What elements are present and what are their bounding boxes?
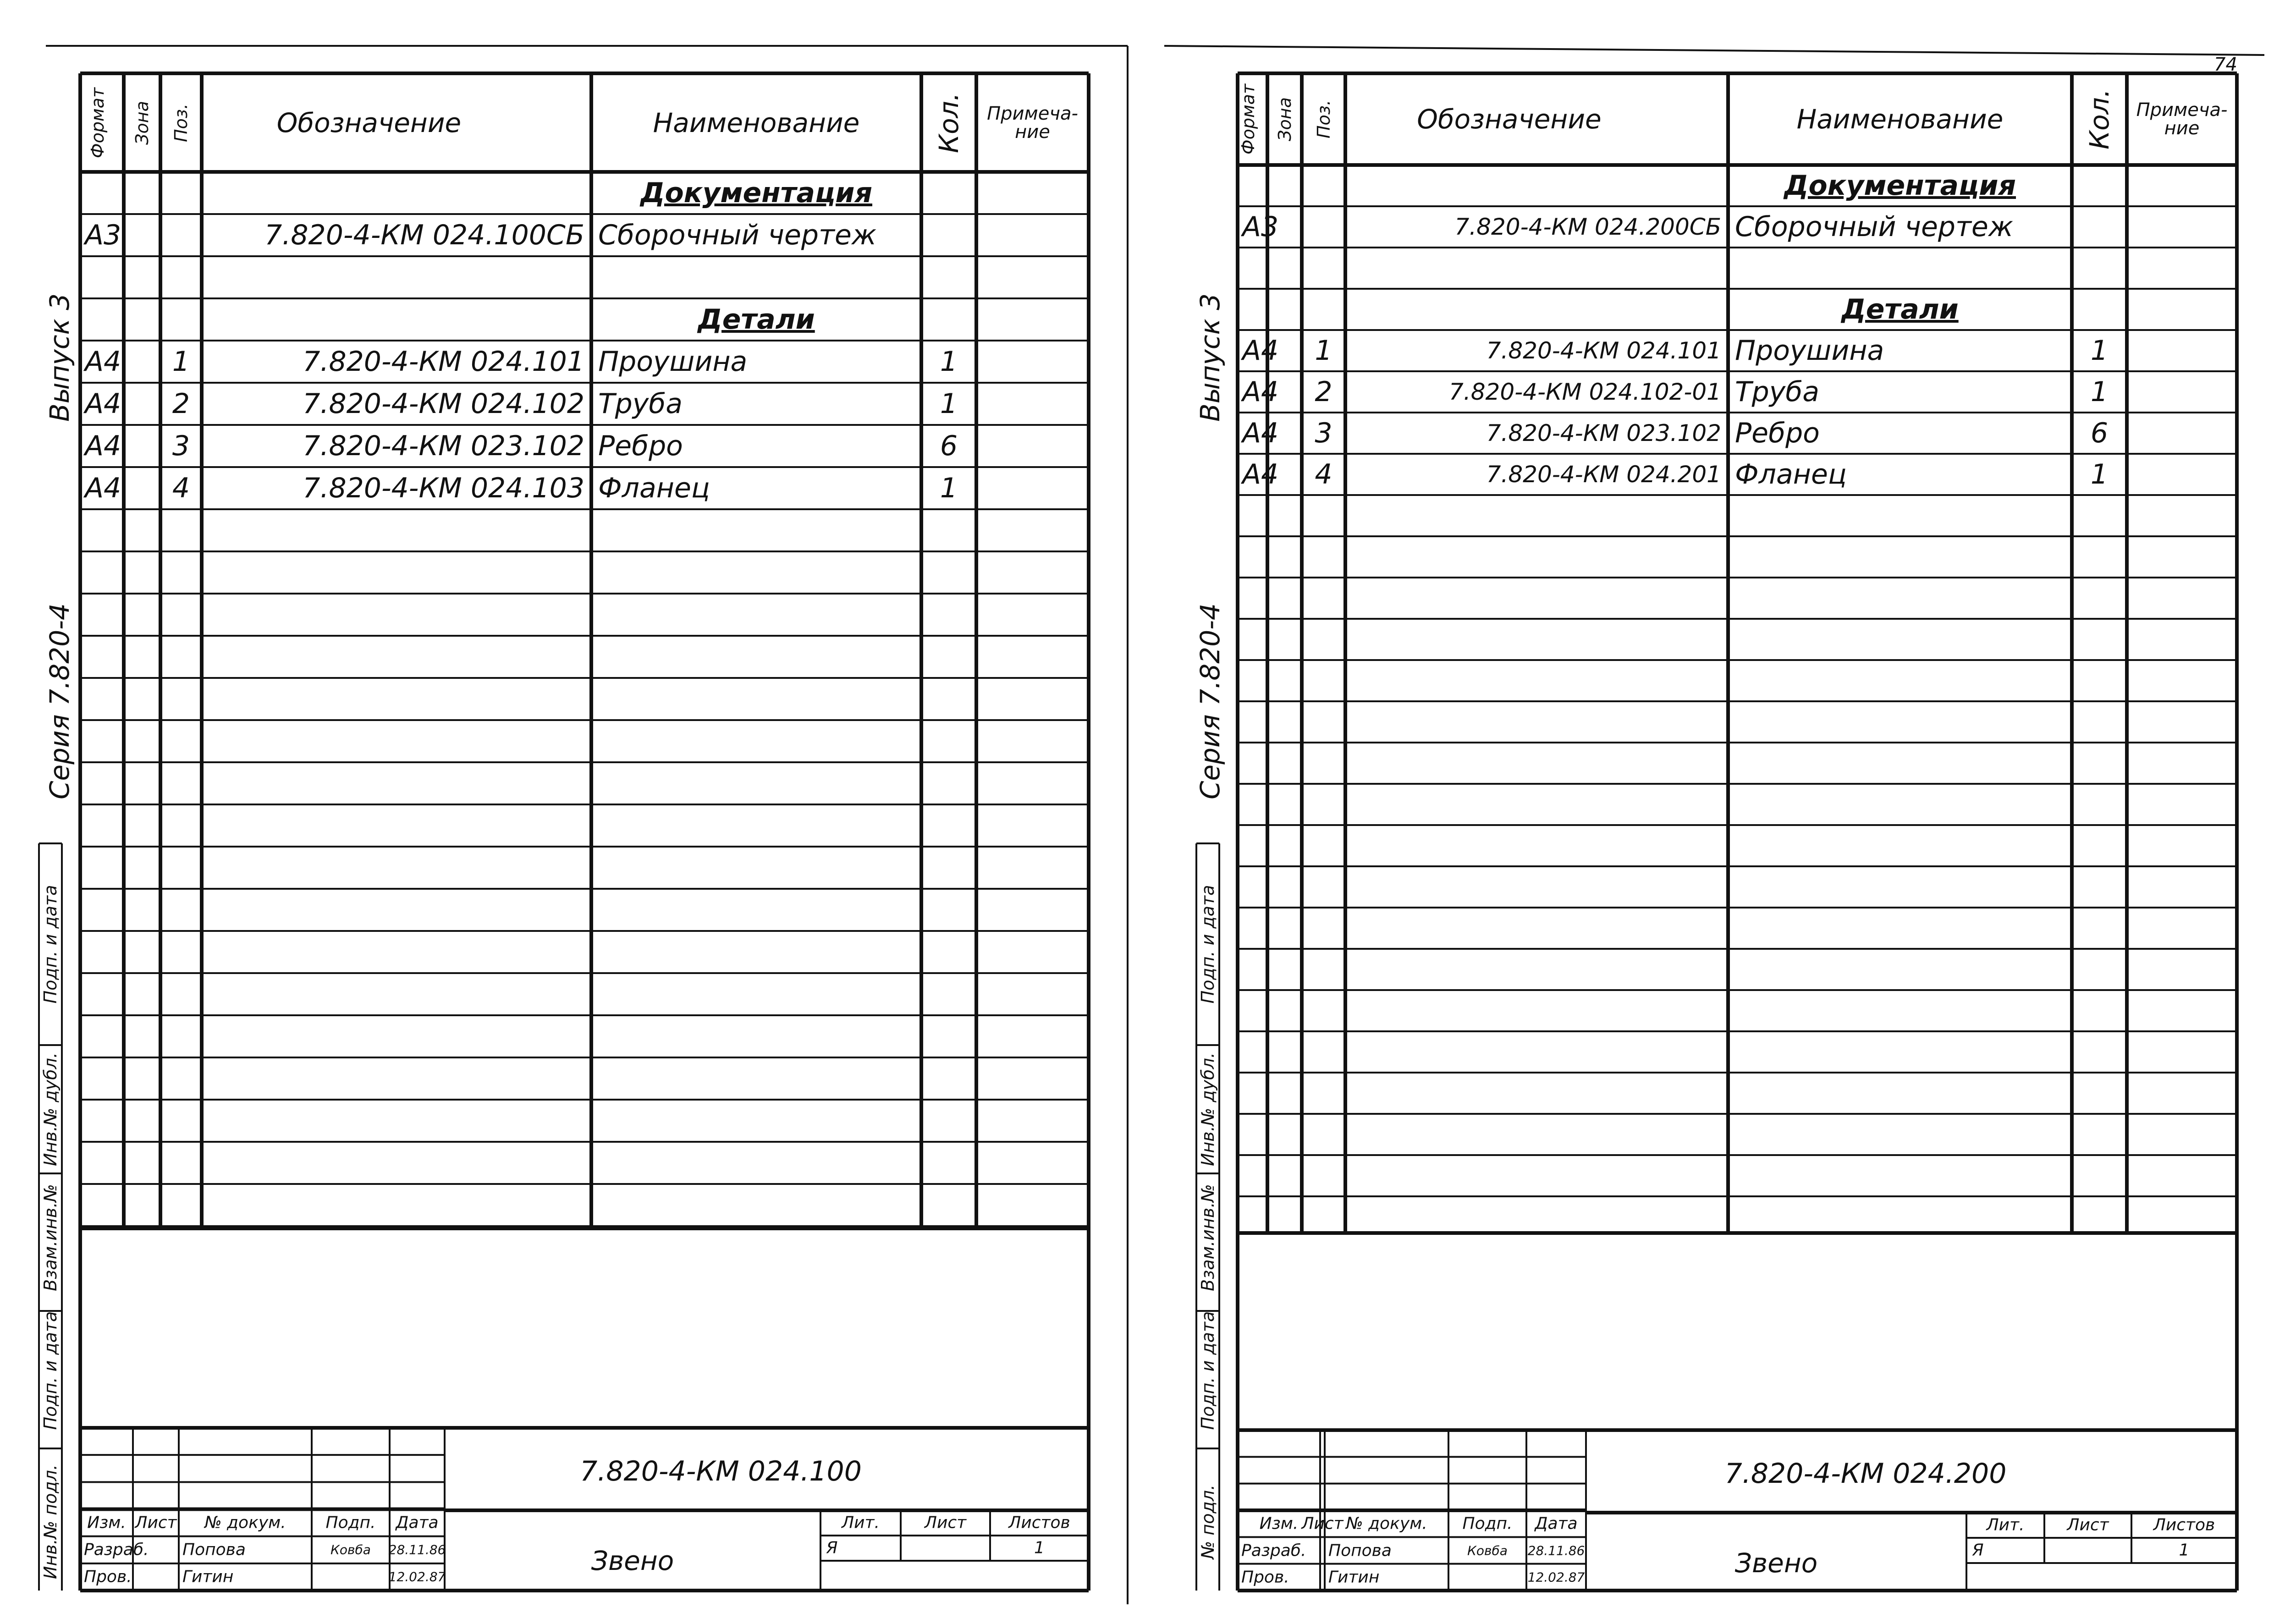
cell-format: А4 <box>1242 417 1279 449</box>
stamp-sign-date-2: Подп. и дата <box>1198 1311 1218 1430</box>
cell-pos: 3 <box>172 430 190 462</box>
section-heading: Детали <box>1841 293 1959 325</box>
section-heading: Детали <box>698 303 815 336</box>
cell-qty: 6 <box>940 430 958 462</box>
cell-pos: 3 <box>1315 417 1332 449</box>
cell-designation: 7.820-4-КМ 024.101 <box>303 346 584 378</box>
cell-designation: 7.820-4-КМ 023.102 <box>303 430 584 462</box>
title-col-header: Лист <box>1301 1514 1343 1533</box>
cell-designation: 7.820-4-КМ 024.103 <box>303 472 584 504</box>
series-label: Серия 7.820-4 <box>1195 603 1226 799</box>
title-col-header: Дата <box>1535 1514 1578 1533</box>
cell-designation: 7.820-4-КМ 024.201 <box>1486 461 1721 488</box>
cell-pos: 2 <box>1315 376 1332 408</box>
cell-format: А4 <box>85 346 121 378</box>
stamp-sign-date: Подп. и дата <box>1198 885 1218 1004</box>
section-heading: Документация <box>1784 170 2016 202</box>
stamp-replace-inv: Взам.инв.№ <box>1198 1184 1218 1291</box>
cell-format: А3 <box>85 219 121 251</box>
stamp-sign-date-2: Подп. и дата <box>40 1311 61 1430</box>
title-role: Разраб. <box>1241 1541 1306 1560</box>
title-product-name: Звено <box>1734 1547 1818 1579</box>
cell-name: Проушина <box>1735 335 1884 367</box>
title-lit-value: Я <box>826 1538 838 1558</box>
header-format: Формат <box>1238 83 1258 155</box>
title-col-header: Подп. <box>1462 1514 1513 1533</box>
cell-format: А4 <box>1242 458 1279 490</box>
cell-name: Ребро <box>598 430 683 462</box>
stamp-orig-inv: Инв.№ подл. <box>40 1464 61 1580</box>
cell-qty: 1 <box>940 472 958 504</box>
issue-label: Выпуск 3 <box>44 293 75 422</box>
header-note: Примеча-ние <box>2136 99 2228 139</box>
cell-format: А3 <box>1242 211 1279 243</box>
title-col-header: Дата <box>396 1513 439 1532</box>
header-note: Примеча-ние <box>987 103 1078 143</box>
cell-name: Фланец <box>598 472 710 504</box>
title-role: Пров. <box>84 1567 132 1586</box>
header-zone: Зона <box>1274 97 1295 141</box>
title-doc-code: 7.820-4-КМ 024.200 <box>1724 1458 2007 1490</box>
title-lit-label: Лит. <box>842 1513 880 1532</box>
title-sheets-value: 1 <box>2179 1541 2190 1560</box>
title-col-header: Изм. <box>1259 1514 1299 1533</box>
cell-qty: 1 <box>2090 335 2109 367</box>
title-person-name: Попова <box>1328 1541 1392 1560</box>
cell-name: Фланец <box>1735 458 1847 490</box>
title-lit-label: Лит. <box>1986 1515 2025 1535</box>
section-heading: Документация <box>640 177 872 209</box>
title-sheets-value: 1 <box>1034 1538 1045 1558</box>
title-person-name: Гитин <box>1328 1568 1380 1587</box>
title-date: 12.02.87 <box>1527 1569 1585 1585</box>
header-pos: Поз. <box>171 103 191 142</box>
cell-format: А4 <box>85 430 121 462</box>
cell-format: А4 <box>1242 376 1279 408</box>
cell-pos: 4 <box>172 472 190 504</box>
cell-format: А4 <box>85 472 121 504</box>
title-person-name: Гитин <box>182 1567 234 1586</box>
header-name: Наименование <box>653 107 860 138</box>
cell-name: Сборочный чертеж <box>1735 211 2013 243</box>
header-qty: Кол. <box>2084 88 2115 150</box>
header-designation: Обозначение <box>1417 104 1602 135</box>
header-designation: Обозначение <box>276 107 462 138</box>
cell-designation: 7.820-4-КМ 024.102 <box>303 388 584 420</box>
cell-designation: 7.820-4-КМ 023.102 <box>1486 420 1721 446</box>
cell-pos: 1 <box>172 346 190 378</box>
cell-format: А4 <box>85 388 121 420</box>
cell-qty: 1 <box>2090 458 2109 490</box>
title-sheets-label: Листов <box>2153 1515 2215 1535</box>
title-date: 12.02.87 <box>388 1569 446 1585</box>
title-col-header: Изм. <box>87 1513 126 1532</box>
cell-name: Труба <box>1735 376 1820 408</box>
top-border-line <box>1164 46 2264 55</box>
title-col-header: № докум. <box>1346 1514 1427 1533</box>
cell-designation: 7.820-4-КМ 024.200СБ <box>1454 214 1721 240</box>
cell-format: А4 <box>1242 335 1279 367</box>
title-person-name: Попова <box>182 1540 246 1559</box>
cell-qty: 6 <box>2090 417 2109 449</box>
stamp-sign-date: Подп. и дата <box>40 885 61 1004</box>
header-zone: Зона <box>132 100 152 145</box>
header-name: Наименование <box>1796 104 2004 135</box>
cell-name: Проушина <box>598 346 748 378</box>
title-col-header: № докум. <box>204 1513 286 1532</box>
title-col-header: Подп. <box>325 1513 376 1532</box>
title-role: Пров. <box>1241 1568 1289 1587</box>
series-label: Серия 7.820-4 <box>44 603 75 799</box>
title-sheets-label: Листов <box>1008 1513 1070 1532</box>
cell-pos: 1 <box>1315 335 1332 367</box>
title-doc-code: 7.820-4-КМ 024.100 <box>580 1455 862 1487</box>
issue-label: Выпуск 3 <box>1195 293 1226 422</box>
cell-qty: 1 <box>940 346 958 378</box>
title-signature: Ковба <box>1467 1543 1508 1558</box>
title-date: 28.11.86 <box>388 1542 446 1558</box>
title-date: 28.11.86 <box>1527 1543 1585 1558</box>
cell-designation: 7.820-4-КМ 024.101 <box>1486 337 1721 364</box>
cell-name: Ребро <box>1735 417 1820 449</box>
stamp-dup-inv: Инв.№ дубл. <box>40 1052 61 1166</box>
header-qty: Кол. <box>933 92 964 153</box>
stamp-orig-inv: № подл. <box>1198 1484 1218 1559</box>
cell-qty: 1 <box>940 388 958 420</box>
cell-name: Сборочный чертеж <box>598 219 876 251</box>
header-format: Формат <box>87 87 108 158</box>
header-pos: Поз. <box>1313 99 1334 139</box>
cell-designation: 7.820-4-КМ 024.102-01 <box>1449 379 1721 405</box>
title-sheet-label: Лист <box>2067 1515 2109 1535</box>
title-product-name: Звено <box>591 1545 674 1576</box>
title-lit-value: Я <box>1972 1541 1984 1560</box>
page-number: 74 <box>2214 54 2237 75</box>
cell-pos: 2 <box>172 388 190 420</box>
title-col-header: Лист <box>135 1513 177 1532</box>
title-sheet-label: Лист <box>924 1513 967 1532</box>
cell-designation: 7.820-4-КМ 024.100СБ <box>264 219 584 251</box>
stamp-dup-inv: Инв.№ дубл. <box>1198 1052 1218 1166</box>
cell-qty: 1 <box>2090 376 2109 408</box>
cell-pos: 4 <box>1315 458 1332 490</box>
title-role: Разраб. <box>84 1540 149 1559</box>
title-signature: Ковба <box>330 1542 371 1558</box>
cell-name: Труба <box>598 388 683 420</box>
stamp-replace-inv: Взам.инв.№ <box>40 1184 61 1291</box>
